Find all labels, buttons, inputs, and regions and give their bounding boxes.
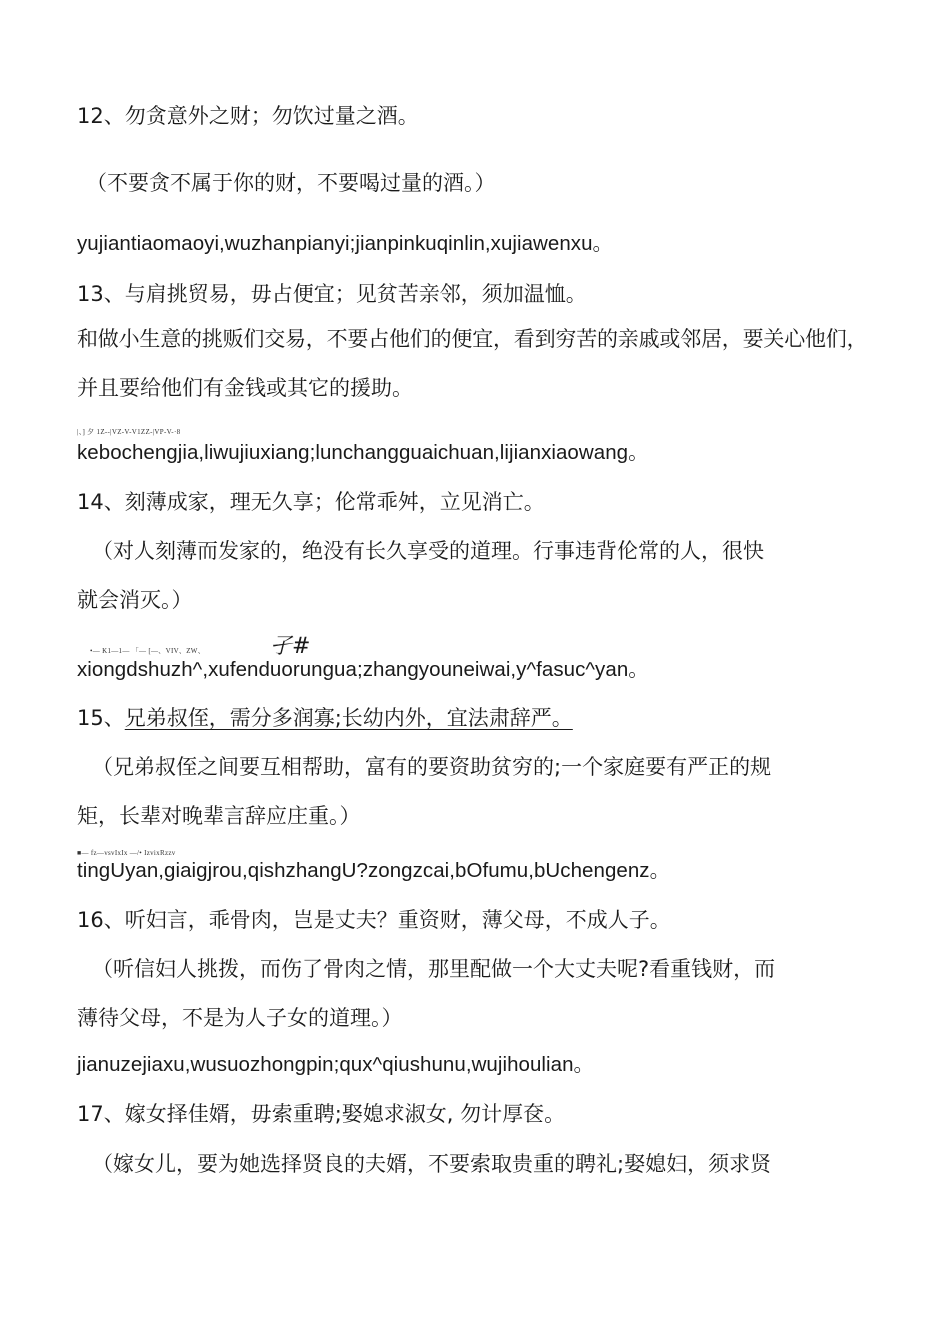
text-line xyxy=(77,708,573,729)
text-line: （嫁女儿，要为她选择贤良的夫婿，不要索取贵重的聘礼;娶媳妇，须求贤 xyxy=(92,1152,772,1176)
verse-number: 15、 xyxy=(77,706,125,730)
pinyin-line: xiongdshuzh^,xufenduorungua;zhangyouneiwai,y^fasuc^yan。 xyxy=(77,658,649,681)
text-line: 和做小生意的挑贩们交易，不要占他们的便宜，看到穷苦的亲戚或邻居，要关心他们， xyxy=(77,327,868,351)
text-line: 12、勿贪意外之财；勿饮过量之酒。 xyxy=(77,104,419,128)
text-line: 14、刻薄成家，理无久享；伦常乖舛，立见消亡。 xyxy=(77,490,545,514)
text-line: 13、与肩挑贸易，毋占便宜；见贫苦亲邻，须加温恤。 xyxy=(77,282,587,306)
text-line: （对人刻薄而发家的，绝没有长久享受的道理。行事违背伦常的人，很快 xyxy=(92,539,764,563)
text-line: 并且要给他们有金钱或其它的援助。 xyxy=(77,376,413,400)
text-line: （不要贪不属于你的财，不要喝过量的酒。） xyxy=(86,171,496,195)
text-line: （听信妇人挑拨，而伤了骨肉之情，那里配做一个大丈夫呢?看重钱财，而 xyxy=(92,957,776,981)
pinyin-line: kebochengjia,liwujiuxiang;lunchangguaichuan,lijianxiaowang。 xyxy=(77,441,649,464)
text-line: 矩，长辈对晚辈言辞应庄重。） xyxy=(77,804,361,828)
text-line: 16、听妇言，乖骨肉，岂是丈夫？重资财，薄父母，不成人子。 xyxy=(77,908,671,932)
scan-artifact-mark: 孑# xyxy=(270,634,311,659)
underlined-verse: 兄弟叔侄，需分多润寡;长幼内外，宜法肃辞严。 xyxy=(124,706,573,730)
text-line: 就会消灭。） xyxy=(77,588,193,612)
scan-artifact-line: |、] 夕 1Z--|VZ-V-V1ZZ-|VP-V-·8 xyxy=(77,428,181,436)
pinyin-line: jianuzejiaxu,wusuozhongpin;qux^qiushunu,wujihoulian。 xyxy=(77,1053,595,1076)
text-line: （兄弟叔侄之间要互相帮助，富有的要资助贫穷的;一个家庭要有严正的规 xyxy=(92,755,772,779)
pinyin-line: tingUyan,giaigjrou,qishzhangU?zongzcai,bOfumu,bUchengenz。 xyxy=(77,859,671,882)
scan-artifact-line: ■— fz—vsvIxIx —/• IzvixRzzv xyxy=(77,849,176,857)
scan-artifact-line: •— K1—1— 「— [—、VIV、ZW、 xyxy=(90,647,206,655)
text-line: 薄待父母，不是为人子女的道理。） xyxy=(77,1006,403,1030)
pinyin-line: yujiantiaomaoyi,wuzhanpianyi;jianpinkuqinlin,xujiawenxu。 xyxy=(77,232,614,255)
text-line: 17、嫁女择佳婿，毋索重聘;娶媳求淑女, 勿计厚奁。 xyxy=(77,1102,566,1126)
